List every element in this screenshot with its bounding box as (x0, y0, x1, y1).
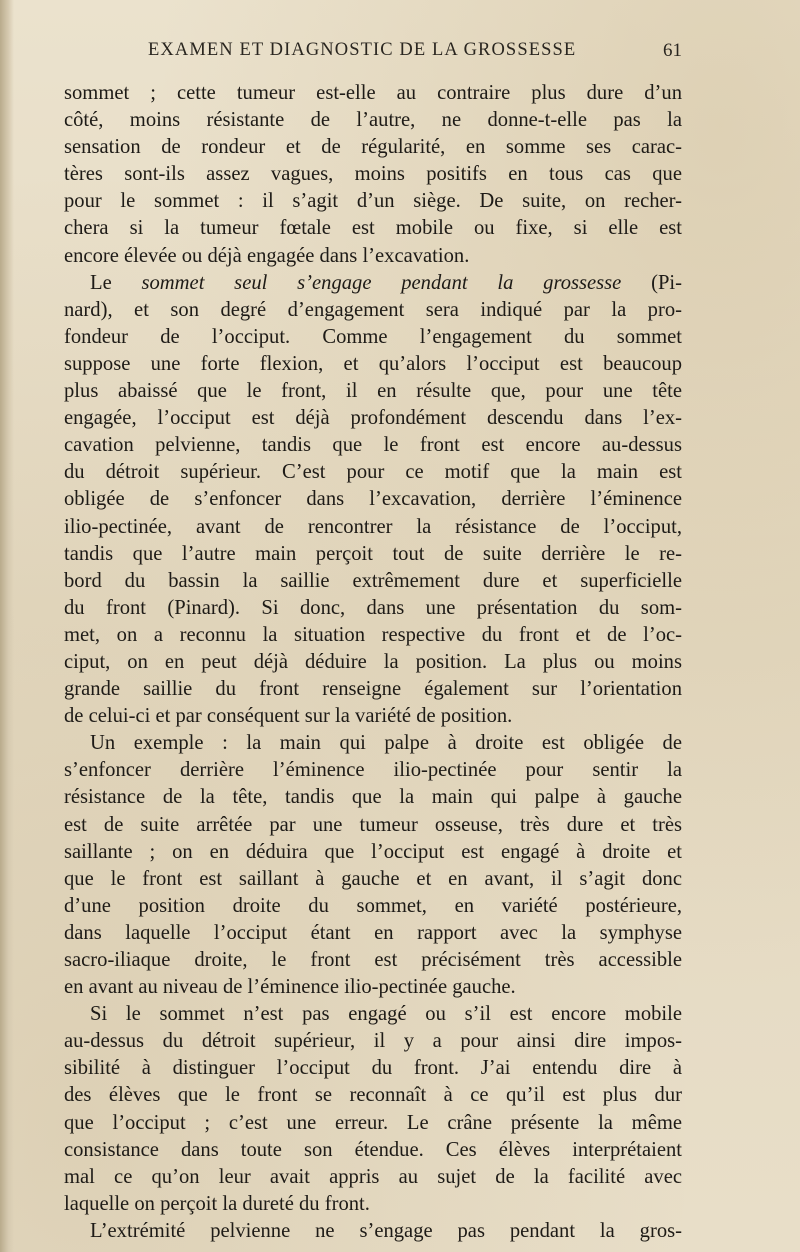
text-line: bord du bassin la saillie extrêmement dure et superficielle (64, 569, 682, 592)
text-line: du front (Pinard). Si donc, dans une présentation du som- (64, 596, 682, 619)
text-line: d’une position droite du sommet, en variété postérieure, (64, 894, 682, 917)
text-line: sibilité à distinguer l’occiput du front. J’ai entendu dire à (64, 1057, 682, 1080)
text-segment: (Pi- (621, 271, 682, 294)
text-line: Un exemple : la main qui palpe à droite est obligée de (90, 732, 682, 755)
text-line: côté, moins résistante de l’autre, ne donne-t-elle pas la (64, 109, 682, 132)
text-line: obligée de s’enfoncer dans l’excavation, derrière l’éminence (64, 488, 682, 511)
text-line: saillante ; on en déduira que l’occiput est engagé à droite et (64, 840, 682, 863)
text-line: met, on a reconnu la situation respective du front et de l’oc- (64, 623, 682, 646)
running-title: EXAMEN ET DIAGNOSTIC DE LA GROSSESSE (148, 40, 577, 60)
text-line: du détroit supérieur. C’est pour ce motif que la main est (64, 461, 682, 484)
text-line: fondeur de l’occiput. Comme l’engagement du sommet (64, 325, 682, 348)
text-line: résistance de la tête, tandis que la main qui palpe à gauche (64, 786, 682, 809)
text-line: laquelle on perçoit la dureté du front. (64, 1192, 370, 1215)
text-segment: Le (90, 271, 142, 294)
text-line: nard), et son degré d’engagement sera indiqué par la pro- (64, 298, 682, 321)
text-line: engagée, l’occiput est déjà profondément descendu dans l’ex- (64, 407, 682, 430)
text-line: que l’occiput ; c’est une erreur. Le crâne présente la même (64, 1111, 682, 1134)
text-line: des élèves que le front se reconnaît à ce qu’il est plus dur (64, 1084, 682, 1107)
page-gutter-shadow (0, 0, 14, 1252)
text-line: ilio-pectinée, avant de rencontrer la résistance de l’occiput, (64, 515, 682, 538)
italic-phrase: sommet seul s’engage pendant la grossesse (141, 271, 622, 294)
text-line: tandis que l’autre main perçoit tout de suite derrière le re- (64, 542, 682, 565)
text-line: sacro-iliaque droite, le front est précisément très accessible (64, 949, 682, 971)
text-line: tères sont-ils assez vagues, moins positifs en tous cas que (64, 163, 682, 186)
text-line: cavation pelvienne, tandis que le front est encore au-dessus (64, 434, 682, 457)
text-line: mal ce qu’on leur avait appris au sujet de la facilité avec (64, 1165, 682, 1188)
text-line: plus abaissé que le front, il en résulte que, pour une tête (64, 380, 682, 403)
text-line: grande saillie du front renseigne également sur l’orientation (64, 678, 682, 701)
text-line: de celui-ci et par conséquent sur la variété de position. (64, 705, 513, 728)
text-line: ciput, on en peut déjà déduire la position. La plus ou moins (64, 650, 682, 673)
text-line: au-dessus du détroit supérieur, il y a pour ainsi dire impos- (64, 1030, 682, 1053)
text-line (64, 270, 682, 297)
text-line: dans laquelle l’occiput étant en rapport avec la symphyse (64, 921, 682, 944)
text-line: que le front est saillant à gauche et en avant, il s’agit donc (64, 867, 682, 890)
text-line: chera si la tumeur fœtale est mobile ou fixe, si elle est (64, 217, 682, 240)
text-line: encore élevée ou déjà engagée dans l’excavation. (64, 244, 470, 267)
body-text (64, 80, 682, 1245)
text-line: sommet ; cette tumeur est-elle au contraire plus dure d’un (64, 82, 682, 104)
text-line: pour le sommet : il s’agit d’un siège. De suite, on recher- (64, 190, 682, 213)
text-line: Si le sommet n’est pas engagé ou s’il est encore mobile (90, 1003, 682, 1026)
text-line: sensation de rondeur et de régularité, en somme ses carac- (64, 136, 682, 159)
running-head (64, 38, 682, 64)
text-line: consistance dans toute son étendue. Ces élèves interprétaient (64, 1138, 682, 1161)
text-line: en avant au niveau de l’éminence ilio-pectinée gauche. (64, 976, 516, 999)
text-line: est de suite arrêtée par une tumeur osseuse, très dure et très (64, 813, 682, 836)
text-line: suppose une forte flexion, et qu’alors l’occiput est beaucoup (64, 352, 682, 375)
text-line: s’enfoncer derrière l’éminence ilio-pectinée pour sentir la (64, 759, 682, 782)
text-line: L’extrémité pelvienne ne s’engage pas pendant la gros- (90, 1219, 682, 1242)
page-number: 61 (663, 40, 682, 61)
